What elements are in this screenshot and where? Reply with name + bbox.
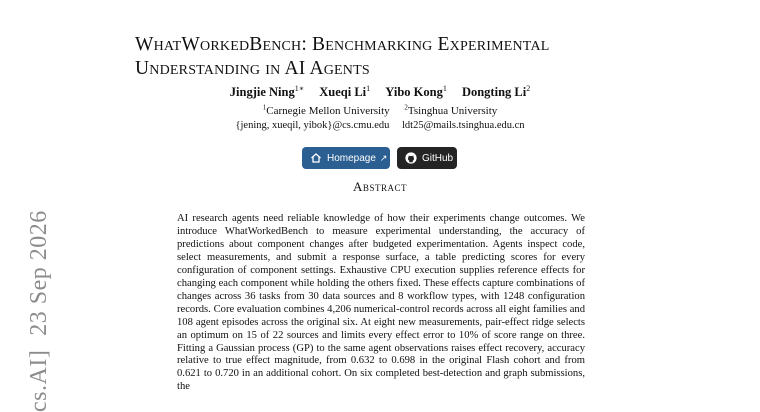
- email: ldt25@mails.tsinghua.edu.cn: [401, 120, 525, 131]
- author: Dongting Li$^2$: [461, 84, 531, 100]
- abstract-heading: Abstract: [353, 179, 407, 194]
- homepage-label: Homepage: [327, 152, 376, 164]
- arxiv-category: cs.AI]: [26, 349, 52, 412]
- author: Yibo Kong$^1$: [385, 84, 447, 100]
- home-icon: [310, 152, 322, 164]
- paper-title: WhatWorkedBench: Benchmarking Experimental Understanding in AI Agents: [135, 34, 550, 79]
- author-list: [0, 84, 760, 100]
- arxiv-stamp: [26, 210, 53, 412]
- homepage-button[interactable]: [302, 147, 390, 169]
- github-icon: [405, 152, 417, 164]
- abstract-paragraph: AI research agents need reliable knowledge of how their experiments change outcomes. We introduce WhatWorkedBench to measure experimental understanding, the accuracy of predictions about component changes after budgeted experimentation. Agents inspect code, select measurements, and submit a response surface, a table predicting scores for every configuration of component settings. Exhaustive CPU execution supplies reference effects for changing each component while holding the others fixed. These effects capture combinations of changes across 36 tasks from 30 data sources and 8 workflow types, with 1248 configuration records. Core evaluation combines 4,206 numerical-control records across all eight families and 108 agent episodes across the original six. At eight new measurements, pair-effect ridge selects an optimum on 15 of 22 sources and limits every effect error to 10% of score range on three. Fitting a Gaussian process (GP) to the same agent observations raises effect recovery, accuracy relative to true effect magnitude, from 0.632 to 0.698 in the original Flash cohort and from 0.621 to 0.720 in an additional cohort. On six completed best-detection and graph submissions, the: [177, 213, 585, 393]
- affiliation-list: [0, 103, 760, 117]
- github-label: GitHub: [422, 152, 454, 164]
- abstract-body: [177, 213, 585, 394]
- github-button[interactable]: [397, 147, 457, 169]
- email: {jening, xueqil, yibok}@cs.cmu.edu: [235, 120, 390, 131]
- email-list: [0, 120, 760, 131]
- affiliation: $^1$Carnegie Mellon University: [262, 103, 390, 117]
- author: Jingjie Ning$^{1∗}$: [229, 84, 305, 100]
- affiliation: $^2$Tsinghua University: [404, 103, 498, 117]
- author: Xueqi Li$^1$: [319, 84, 371, 100]
- external-link-icon: ↗: [379, 152, 388, 163]
- arxiv-date: 23 Sep 2026: [26, 210, 52, 336]
